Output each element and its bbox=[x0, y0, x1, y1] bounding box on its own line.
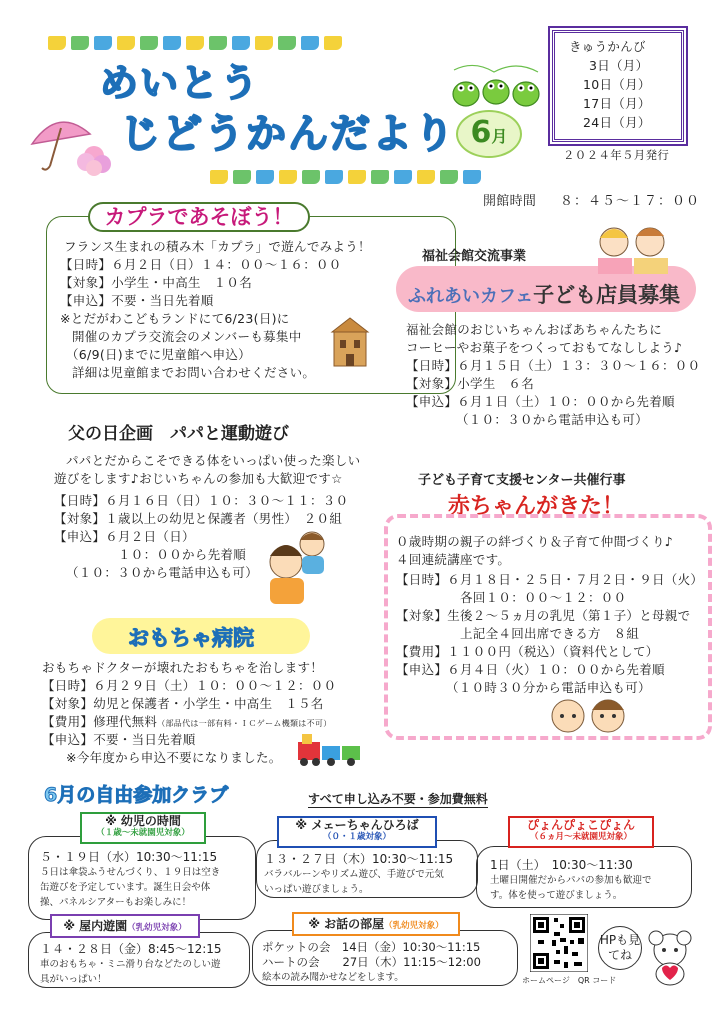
toy-intro: おもちゃドクターが壊れたおもちゃを治します！ bbox=[42, 660, 324, 675]
capra-date: 【日時】６月２日（日）１４：００～１６：００ bbox=[60, 257, 342, 272]
issue-date: ２０２４年５月発行 bbox=[563, 148, 670, 162]
toy-fee-main: 【費用】修理代無料 bbox=[42, 714, 158, 729]
papa-intro: パパとだからこそできる体をいっぱい使った楽しい bbox=[66, 453, 361, 468]
club-name: ※ 幼児の時間 bbox=[105, 814, 181, 828]
club-tag-ohanashi bbox=[292, 912, 460, 936]
club-tag-mee bbox=[277, 816, 437, 848]
club-target: （０・１歳対象） bbox=[322, 832, 391, 842]
club-schedule: ５・１９日（水）10:30～11:15 bbox=[40, 850, 218, 864]
club-desc: 操、パネルシアターもお楽しみに！ bbox=[40, 897, 192, 908]
hours-label: 開館時間 bbox=[483, 194, 537, 209]
cafe-title-part2: 子ども店員募集 bbox=[533, 283, 681, 307]
capra-title: カプラであそぼう！ bbox=[104, 205, 294, 229]
top-boot-garland bbox=[48, 36, 342, 50]
baby-pre-title: 子ども子育て支援センター共催行事 bbox=[418, 473, 626, 488]
club-desc: 絵本の読み聞かせなどをします。 bbox=[262, 972, 404, 983]
baby-apply: 【申込】６月４日（火）１０：００から先着順 bbox=[396, 662, 665, 677]
club-desc: 缶遊びを予定しています。誕生日会や体 bbox=[40, 882, 211, 893]
club-name: ※ メェーちゃんひろば bbox=[295, 818, 419, 832]
capra-note: 詳細は児童館までお問い合わせください。 bbox=[72, 365, 316, 380]
clubs-heading: 6月の自由参加クラブ bbox=[44, 784, 229, 806]
club-desc: す。体を使って遊びましょう。 bbox=[490, 890, 623, 901]
cafe-pre-title: 福祉会館交流事業 bbox=[422, 249, 527, 264]
club-schedule: １３・２７日（木）10:30～11:15 bbox=[264, 852, 454, 866]
club-desc: バラバルーンやリズム遊び、手遊びで元気 bbox=[264, 869, 444, 880]
toy-fee bbox=[42, 713, 336, 731]
club-tag-youji bbox=[80, 812, 206, 844]
toy-title: おもちゃ病院 bbox=[128, 626, 254, 650]
toy-apply: 【申込】不要・当日先着順 bbox=[42, 732, 196, 747]
closed-days-label: きゅうかんび bbox=[569, 39, 646, 54]
cafe-apply: 【申込】６月１日（土）１０：００から先着順 bbox=[406, 394, 675, 409]
club-desc: いっぱい遊びましょう。 bbox=[264, 884, 369, 895]
mascot-sheep-icon bbox=[642, 928, 698, 988]
club-body-youji bbox=[40, 850, 220, 910]
capra-body bbox=[60, 238, 371, 382]
homepage-qr-code[interactable] bbox=[530, 914, 588, 972]
club-schedule: ポケットの会 14日（金）10:30～11:15 bbox=[262, 940, 481, 954]
opening-hours: ８：４５～１７：００ bbox=[560, 194, 701, 209]
club-target: （乳幼児対象） bbox=[127, 923, 187, 933]
baby-target: 上記全４回出席できる方 ８組 bbox=[460, 626, 640, 641]
papa-date: 【日時】６月１６日（日）１０：３０～１１：３０ bbox=[54, 493, 349, 508]
title-line-1: めいとう bbox=[100, 61, 261, 105]
hp-bubble-text: HPも見てね bbox=[599, 933, 641, 962]
toy-note: ※今年度から申込不要になりました。 bbox=[66, 750, 282, 765]
capra-intro: フランス生まれの積み木「カプラ」で遊んでみよう！ bbox=[64, 239, 371, 254]
cafe-intro: 福祉会館のおじいちゃんおばあちゃんたちに bbox=[406, 322, 663, 337]
club-desc: ５日は傘袋ふうせんづくり、１９日は空き bbox=[40, 867, 221, 878]
papa-apply: 【申込】６月２日（日） bbox=[54, 529, 195, 544]
club-body-pyon bbox=[490, 858, 652, 903]
hp-speech-bubble bbox=[598, 926, 642, 970]
club-tag-pyon bbox=[508, 816, 654, 848]
cafe-body bbox=[406, 321, 700, 429]
club-tag-okunai bbox=[50, 914, 200, 938]
capra-title-banner bbox=[88, 202, 310, 232]
toy-target: 【対象】幼児と保護者・小学生・中高生 １５名 bbox=[42, 696, 324, 711]
baby-date: 各回１０：００～１２：００ bbox=[460, 590, 627, 605]
baby-fee: 【費用】１１００円（税込）（資料代として） bbox=[396, 644, 659, 659]
month-badge bbox=[456, 110, 522, 158]
baby-date: 【日時】６月１８日・２５日・７月２日・９日（火） bbox=[396, 572, 704, 587]
month-unit: 月 bbox=[491, 127, 508, 146]
bottom-boot-garland bbox=[210, 170, 481, 184]
toy-fee-note: （部品代は一部有料・ＩＣゲーム機類は不可） bbox=[157, 719, 332, 728]
cafe-intro: コーヒーやお菓子をつくっておもてなししよう♪ bbox=[406, 340, 683, 355]
toy-train-illustration bbox=[296, 732, 362, 768]
capra-note: 開催のカプラ交流会のメンバーも募集中 bbox=[72, 329, 302, 344]
club-desc: 土曜日開催だからパパの参加も歓迎で bbox=[490, 875, 652, 886]
baby-target: 【対象】生後２～５ヵ月の乳児（第１子）と母親で bbox=[396, 608, 691, 623]
baby-intro: ４回連続講座です。 bbox=[396, 552, 511, 567]
papa-target: 【対象】１歳以上の幼児と保護者（男性） ２０組 bbox=[54, 511, 343, 526]
cafe-kids-illustration bbox=[588, 220, 678, 276]
club-target: （乳幼児対象） bbox=[384, 921, 444, 931]
baby-intro: ０歳時期の親子の絆づくり＆子育て仲間づくり♪ bbox=[396, 534, 674, 549]
closed-day: 24日（月） bbox=[583, 115, 651, 130]
capra-block-building-illustration bbox=[328, 316, 372, 370]
capra-target: 【対象】小学生・中高生 １０名 bbox=[60, 275, 253, 290]
frog-trio-illustration bbox=[450, 58, 542, 114]
papa-title: 父の日企画 パパと運動遊び bbox=[68, 424, 289, 444]
baby-apply: （１０時３０分から電話申込も可） bbox=[446, 680, 651, 695]
closed-day: 17日（月） bbox=[583, 96, 651, 111]
club-desc: 車のおもちゃ・ミニ滑り台などたのしい遊 bbox=[40, 959, 221, 970]
cafe-target: 【対象】小学生 ６名 bbox=[406, 376, 535, 391]
cafe-date: 【日時】６月１５日（土）１３：３０～１６：００ bbox=[406, 358, 701, 373]
capra-note: ※とだがわこどもランドにて6/23(日)に bbox=[60, 311, 290, 326]
club-schedule: １４・２８日（金）8:45～12:15 bbox=[40, 942, 222, 956]
toy-body bbox=[42, 659, 336, 767]
title-line-2: じどうかんだより bbox=[120, 111, 456, 157]
club-body-ohanashi bbox=[262, 940, 481, 985]
toy-date: 【日時】６月２９日（土）１０：００～１２：００ bbox=[42, 678, 337, 693]
club-body-okunai bbox=[40, 942, 222, 987]
papa-child-illustration bbox=[262, 526, 342, 606]
month-number: 6 bbox=[470, 115, 492, 150]
babies-illustration bbox=[548, 694, 630, 738]
club-schedule: ハートの会 27日（木）11:15～12:00 bbox=[262, 955, 481, 969]
umbrella-illustration bbox=[28, 104, 114, 180]
baby-body bbox=[396, 533, 703, 697]
papa-apply: １０：００から先着順 bbox=[118, 547, 247, 562]
club-target: （６ヵ月～未就園児対象） bbox=[529, 832, 632, 842]
capra-apply: 【申込】不要・当日先着順 bbox=[60, 293, 214, 308]
club-name: ※ お話の部屋 bbox=[308, 917, 385, 931]
cafe-apply: （１０：３０から電話申込も可） bbox=[456, 412, 649, 427]
papa-apply: （１０：３０から電話申込も可） bbox=[66, 565, 259, 580]
closed-day: 3日（月） bbox=[589, 58, 649, 73]
club-target: （１歳～未就園児対象） bbox=[96, 828, 190, 838]
closed-day: 10日（月） bbox=[583, 77, 651, 92]
club-body-mee bbox=[264, 852, 453, 897]
baby-title: 赤ちゃんがきた！ bbox=[448, 494, 625, 519]
capra-note: （6/9(日)までに児童館へ申込） bbox=[66, 347, 251, 362]
clubs-note: すべて申し込み不要・参加費無料 bbox=[308, 792, 488, 806]
cafe-title-part1: ふれあいカフェ bbox=[408, 286, 534, 307]
qr-code-label: ホームページ QR コード bbox=[522, 976, 617, 985]
papa-intro: 遊びをします♪おじいちゃんの参加も大歓迎です☆ bbox=[54, 471, 343, 486]
club-name: ぴょんぴょこぴょん bbox=[526, 818, 635, 832]
club-desc: 具がいっぱい！ bbox=[40, 974, 107, 985]
club-name: ※ 屋内遊園 bbox=[63, 919, 128, 933]
cafe-title bbox=[408, 279, 680, 309]
closed-days-box bbox=[552, 30, 684, 142]
club-schedule: 1日（土） 10:30～11:30 bbox=[490, 858, 633, 872]
